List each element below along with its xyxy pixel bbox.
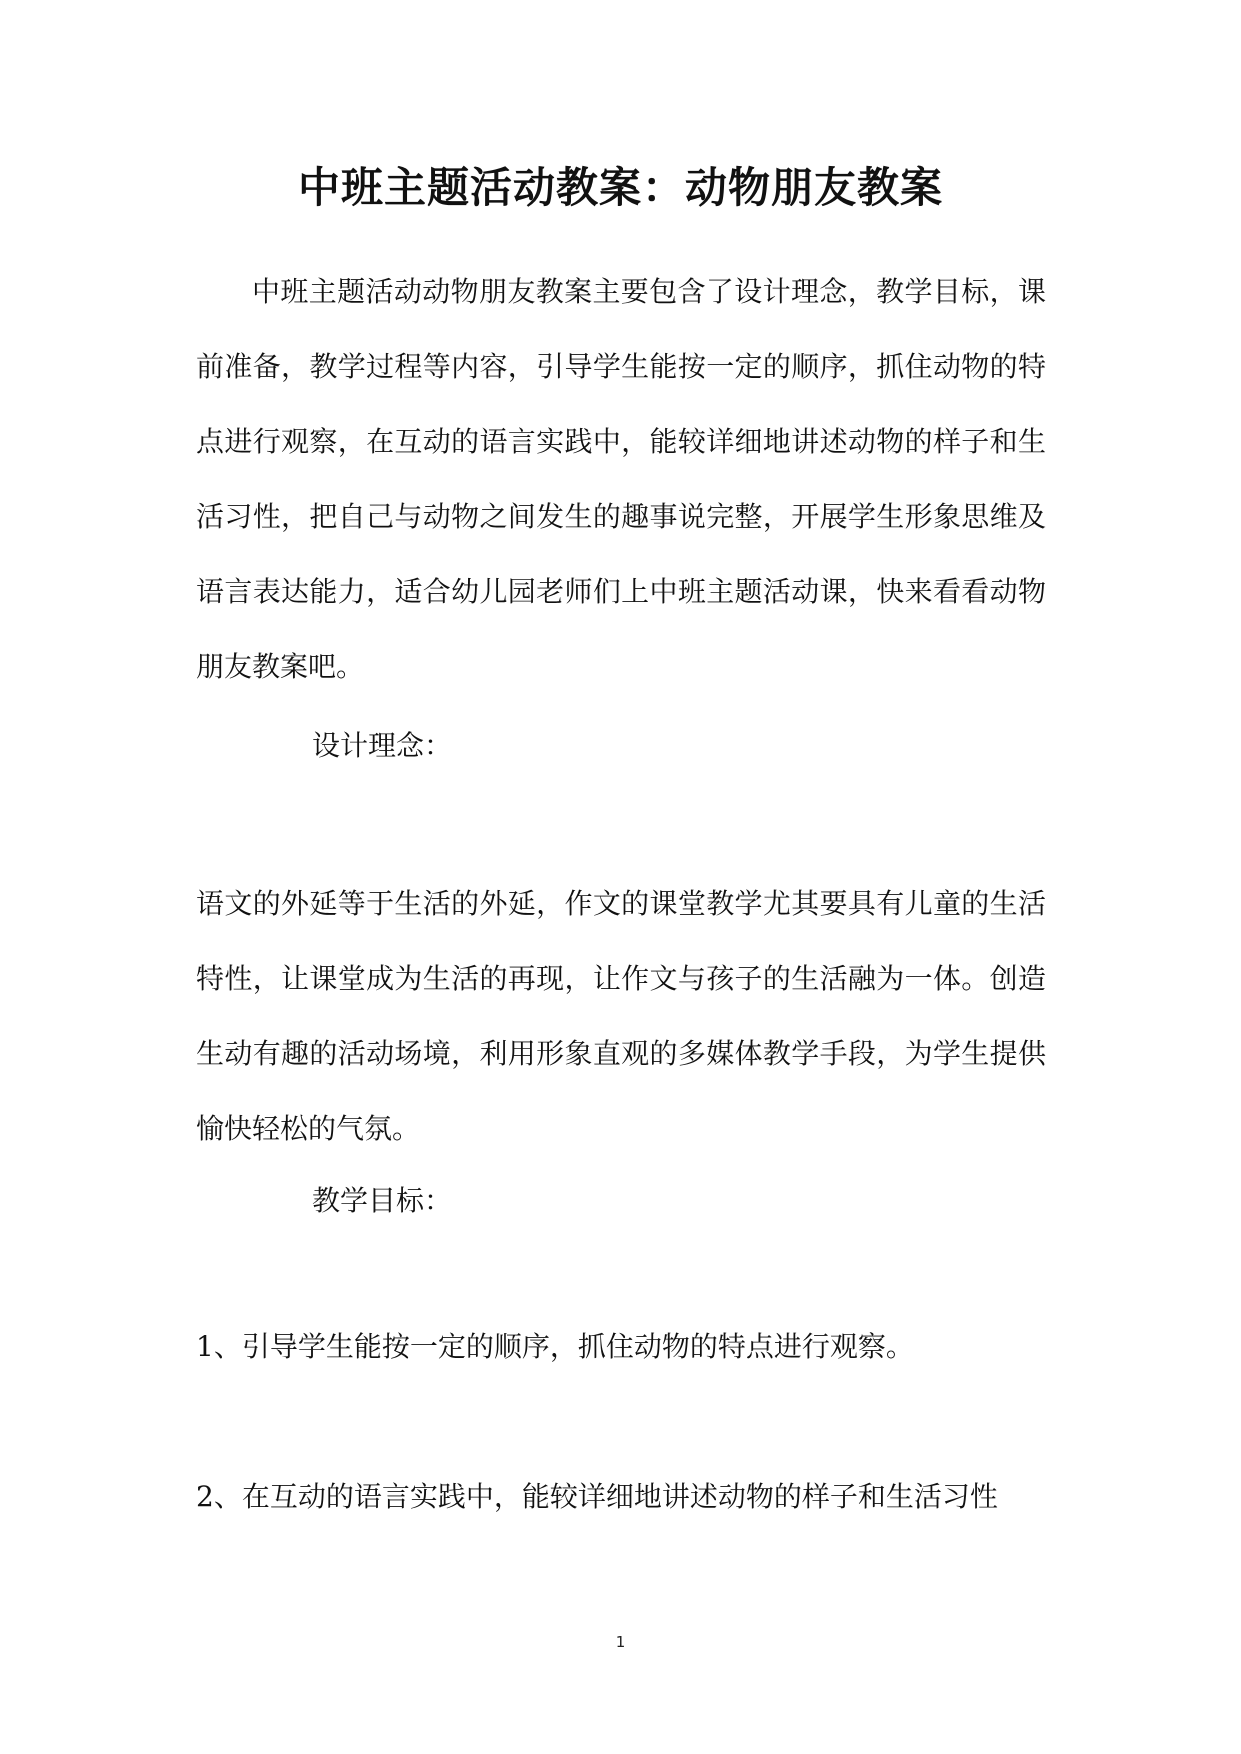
concept-paragraph: 语文的外延等于生活的外延，作文的课堂教学尤其要具有儿童的生活特性，让课堂成为生活的再现，让作文与孩子的生活融为一体。创造生动有趣的活动场境，利用形象直观的多媒体教学手段，为学生提供愉快轻松的气氛。 [196,887,1046,1145]
goal-item: 1、引导学生能按一定的顺序，抓住动物的特点进行观察。 [196,1330,914,1363]
page-number: 1 [615,1633,626,1651]
document-title: 中班主题活动教案：动物朋友教案 [297,163,943,212]
goal-item: 2、在互动的语言实践中，能较详细地讲述动物的样子和生活习性 [196,1480,998,1513]
intro-paragraph: 中班主题活动动物朋友教案主要包含了设计理念，教学目标，课前准备，教学过程等内容，引导学生能按一定的顺序，抓住动物的特点进行观察，在互动的语言实践中，能较详细地讲述动物的样子和生活习性，把自己与动物之间发生的趣事说完整，开展学生形象思维及语言表达能力，适合幼儿园老师们上中班主题活动课，快来看看动物朋友教案吧。 [196,275,1046,683]
concept-heading: 设计理念： [312,729,453,762]
goals-heading: 教学目标： [312,1184,453,1217]
